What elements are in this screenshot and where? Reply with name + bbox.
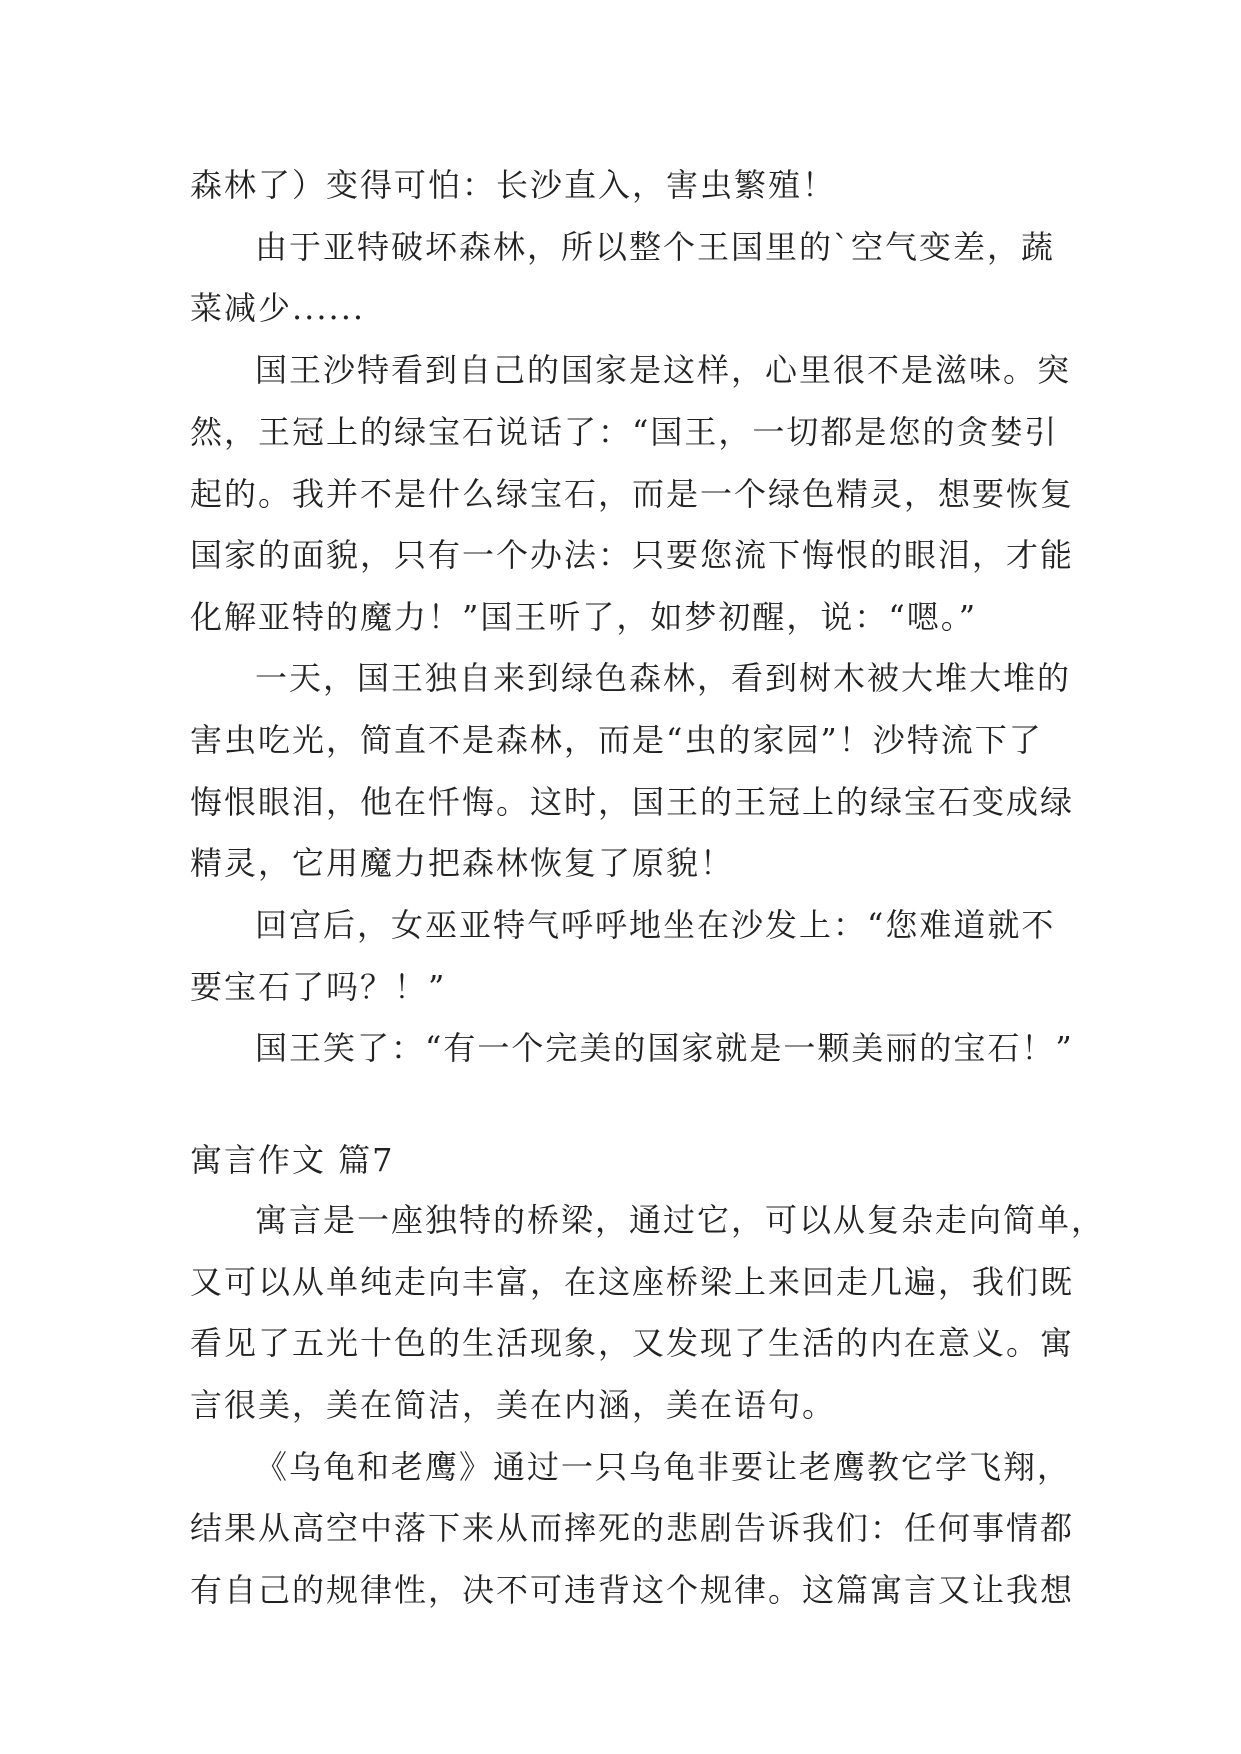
text-line: 要宝石了吗？！” [190, 968, 447, 1006]
text-line: 结果从高空中落下来从而摔死的悲剧告诉我们：任何事情都 [190, 1509, 1075, 1547]
text-line: 森林了）变得可怕：长沙直入，害虫繁殖！ [190, 166, 837, 204]
text-line: 精灵，它用魔力把森林恢复了原貌！ [190, 844, 735, 882]
text-line: 然，王冠上的绿宝石说话了：“国王，一切都是您的贪婪引 [190, 413, 1059, 451]
text-line: 又可以从单纯走向丰富，在这座桥梁上来回走几遍，我们既 [190, 1263, 1075, 1301]
text-line: 言很美，美在简洁，美在内涵，美在语句。 [190, 1386, 837, 1424]
paragraph-line: 寓言是一座独特的桥梁，通过它，可以从复杂走向简单， [255, 1201, 1106, 1239]
text-line: 起的。我并不是什么绿宝石，而是一个绿色精灵，想要恢复 [190, 475, 1075, 513]
paragraph-line: 《乌龟和老鹰》通过一只乌龟非要让老鹰教它学飞翔， [255, 1448, 1072, 1486]
text-line: 国家的面貌，只有一个办法：只要您流下悔恨的眼泪，才能 [190, 536, 1075, 574]
text-line: 有自己的规律性，决不可违背这个规律。这篇寓言又让我想 [190, 1571, 1075, 1609]
paragraph-line: 一天，国王独自来到绿色森林，看到树木被大堆大堆的 [255, 659, 1072, 697]
text-line: 菜减少...... [190, 289, 366, 327]
text-line: 悔恨眼泪，他在忏悔。这时，国王的王冠上的绿宝石变成绿 [190, 783, 1075, 821]
text-line: 看见了五光十色的生活现象，又发现了生活的内在意义。寓 [190, 1324, 1075, 1362]
paragraph-line: 国王笑了：“有一个完美的国家就是一颗美丽的宝石！” [255, 1029, 1074, 1067]
text-line: 化解亚特的魔力！”国王听了，如梦初醒，说：“嗯。” [190, 598, 978, 636]
paragraph-line: 回宫后，女巫亚特气呼呼地坐在沙发上：“您难道就不 [255, 906, 1056, 944]
paragraph-line: 国王沙特看到自己的国家是这样，心里很不是滋味。突 [255, 351, 1072, 389]
section-heading: 寓言作文 篇7 [190, 1141, 395, 1179]
text-line: 害虫吃光，简直不是森林，而是“虫的家园”！沙特流下了 [190, 721, 1043, 759]
paragraph-line: 由于亚特破坏森林，所以整个王国里的`空气变差，蔬 [255, 228, 1056, 266]
